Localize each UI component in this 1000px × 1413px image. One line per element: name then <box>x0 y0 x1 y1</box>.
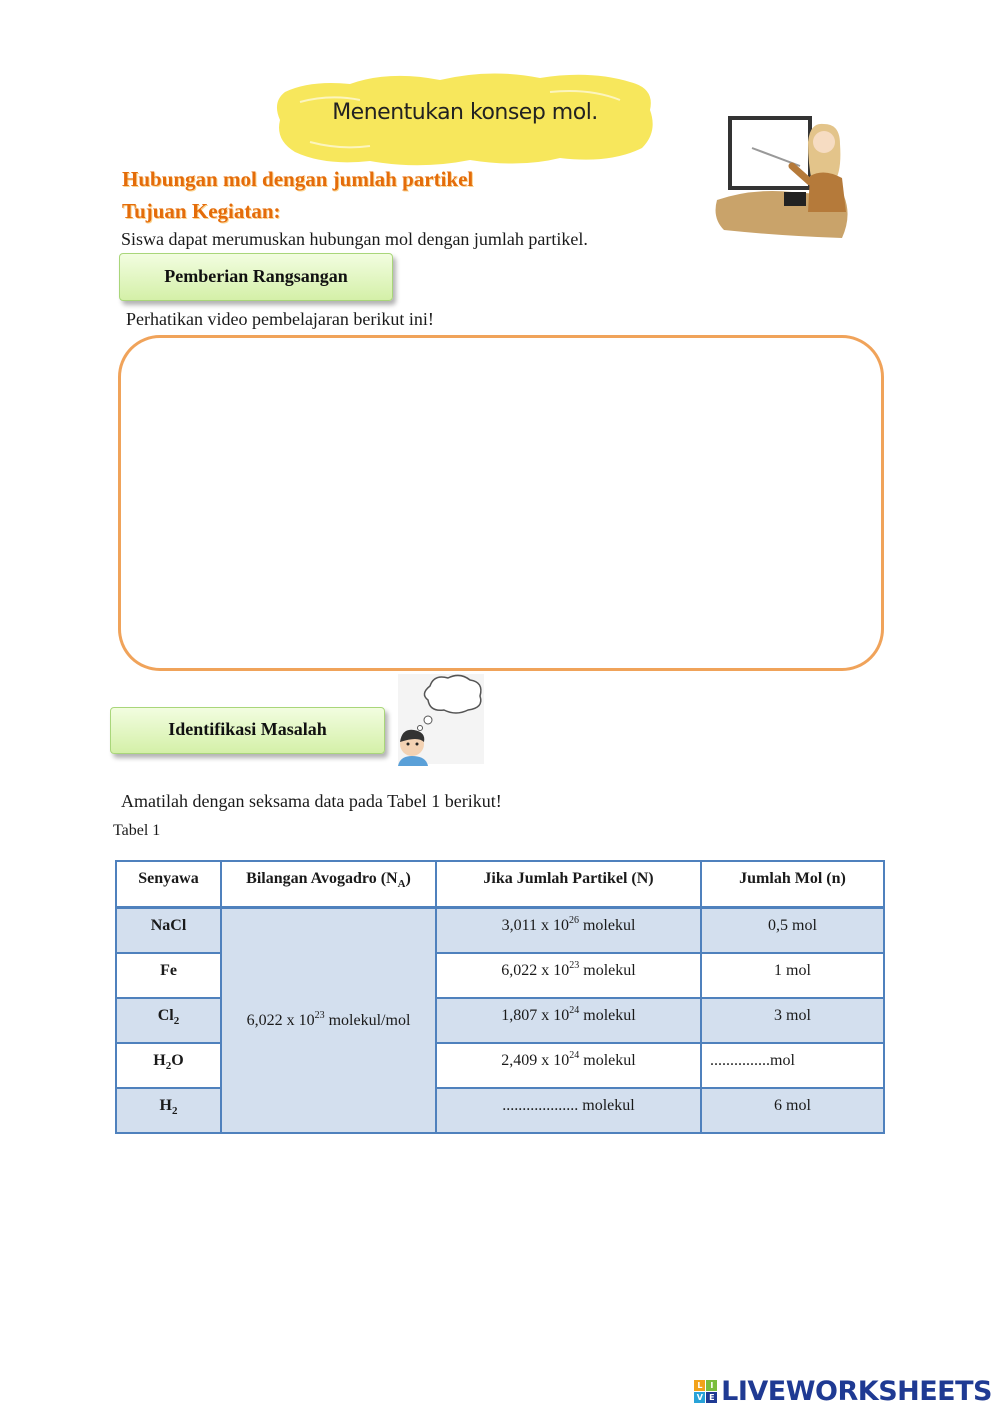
particles-cell: 1,807 x $10^{24}$ molekul <box>436 998 701 1043</box>
video-instruction: Perhatikan video pembelajaran berikut ini! <box>126 309 434 329</box>
table-header-row <box>116 861 884 908</box>
section-label-stimulus: Pemberian Rangsangan <box>119 253 393 301</box>
page-title: Menentukan konsep mol. <box>332 100 598 125</box>
header-particles: Jika Jumlah Partikel (N) <box>436 861 701 908</box>
header-compound: Senyawa <box>116 861 221 908</box>
goal-heading: Tujuan Kegiatan: <box>122 199 281 223</box>
section-subtitle: Hubungan mol dengan jumlah partikel <box>122 167 474 191</box>
particles-cell: 3,011 x $10^{26}$ molekul <box>436 908 701 954</box>
thinking-boy-illustration <box>390 670 486 766</box>
brand-name: LIVEWORKSHEETS <box>721 1376 992 1407</box>
compound-cell: NaCl <box>116 908 221 954</box>
moles-cell: 1 mol <box>701 953 884 998</box>
particles-cell: 2,409 x $10^{24}$ molekul <box>436 1043 701 1088</box>
table-row <box>116 908 884 954</box>
liveworksheets-logo <box>694 1376 992 1407</box>
goal-text: Siswa dapat merumuskan hubungan mol dengan jumlah partikel. <box>121 229 588 249</box>
teacher-illustration <box>712 112 852 240</box>
moles-cell: 6 mol <box>701 1088 884 1133</box>
moles-cell: 0,5 mol <box>701 908 884 954</box>
brand-mark-icon: L I V E <box>694 1380 717 1403</box>
compound-cell: $H_2$ <box>116 1088 221 1133</box>
compound-cell: Fe <box>116 953 221 998</box>
moles-cell: 3 mol <box>701 998 884 1043</box>
particles-cell: 6,022 x $10^{23}$ molekul <box>436 953 701 998</box>
section-label-problem: Identifikasi Masalah <box>110 707 385 754</box>
table-instruction: Amatilah dengan seksama data pada Tabel 1 berikut! <box>121 791 502 811</box>
table-caption: Tabel 1 <box>113 822 161 839</box>
compound-cell: $Cl_2$ <box>116 998 221 1043</box>
particles-answer-blank[interactable]: ................... molekul <box>436 1088 701 1133</box>
compound-cell: $H_2O$ <box>116 1043 221 1088</box>
moles-answer-blank[interactable]: ...............mol <box>701 1043 884 1088</box>
avogadro-value-cell: 6,022 x $10^{23}$ molekul/mol <box>221 908 436 1134</box>
header-moles: Jumlah Mol (n) <box>701 861 884 908</box>
mole-data-table <box>115 860 885 1134</box>
header-avogadro: Bilangan Avogadro $(N_A)$ <box>221 861 436 908</box>
video-frame[interactable] <box>118 335 884 671</box>
